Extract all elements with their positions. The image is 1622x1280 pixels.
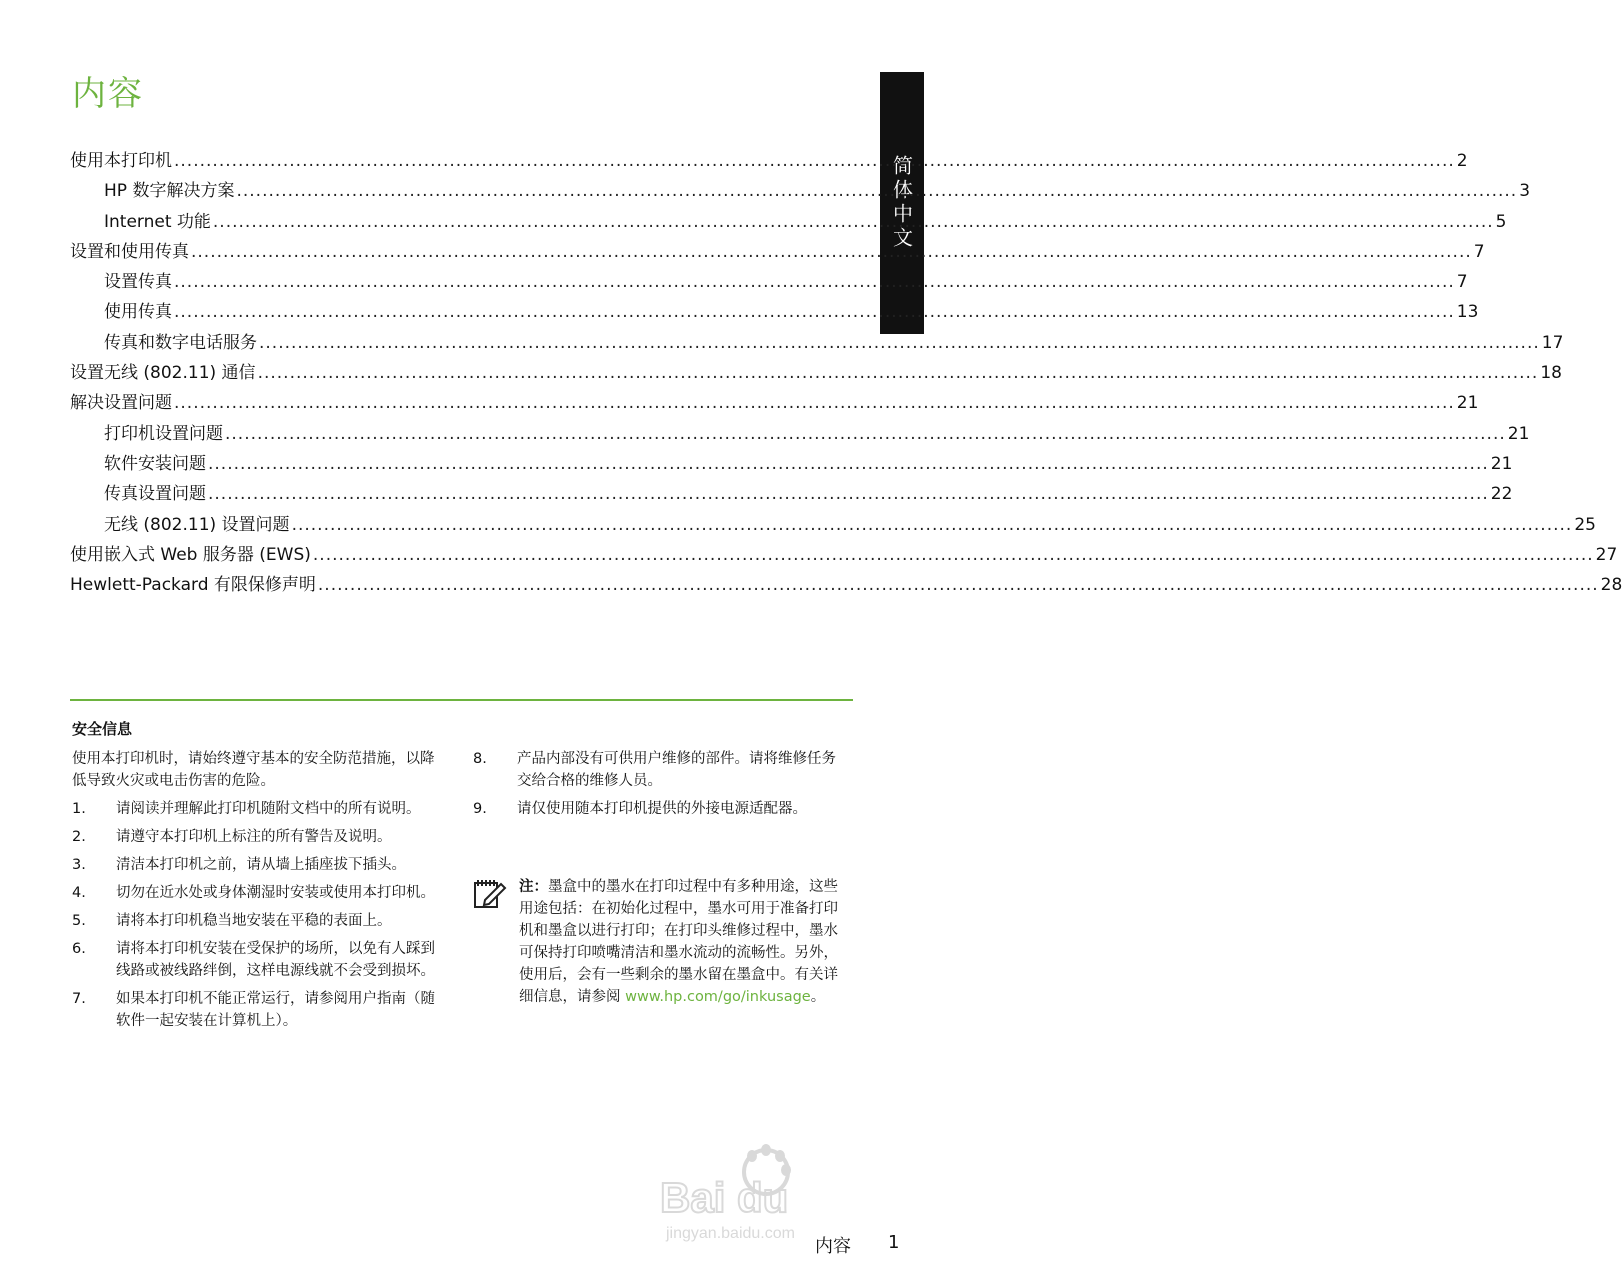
toc-leader-dots: ........................................................................................................................................................................................................ [174, 393, 1455, 414]
toc-entry-label: Internet 功能 [104, 211, 211, 232]
note-end: 。 [810, 989, 826, 1005]
toc-entry-label: 设置传真 [104, 272, 172, 293]
language-tab-label: 简体中文 [889, 155, 914, 251]
note-text [519, 876, 848, 1008]
toc-entry-label: 无线 (802.11) 设置问题 [104, 514, 290, 535]
safety-item-text: 请遵守本打印机上标注的所有警告及说明。 [116, 829, 392, 845]
toc-entry[interactable] [70, 358, 1562, 388]
toc-entry-page: 22 [1490, 484, 1513, 505]
toc-entry-label: 设置无线 (802.11) 通信 [70, 363, 256, 384]
safety-item-text: 产品内部没有可供用户维修的部件。请将维修任务交给合格的维修人员。 [517, 751, 836, 789]
safety-item-text: 请将本打印机安装在受保护的场所，以免有人踩到线路或被线路绊倒，这样电源线就不会受到损坏。 [116, 941, 435, 979]
toc-entry[interactable] [70, 237, 1485, 267]
toc-entry-label: HP 数字解决方案 [104, 181, 235, 202]
toc-leader-dots: ........................................................................................................................................................................................................ [257, 363, 1539, 384]
toc-entry[interactable] [70, 479, 1513, 509]
safety-column-right [473, 748, 848, 826]
svg-text:jingyan.baidu.com: jingyan.baidu.com [666, 1225, 795, 1242]
toc-entry-page: 27 [1595, 544, 1618, 565]
toc-entry[interactable] [70, 207, 1507, 237]
toc-entry-label: 使用嵌入式 Web 服务器 (EWS) [70, 544, 311, 565]
toc-entry-page: 17 [1541, 332, 1564, 353]
toc-leader-dots: ........................................................................................................................................................................................................ [312, 544, 1594, 565]
toc-entry[interactable] [70, 176, 1531, 206]
note-icon [473, 876, 519, 1008]
section-divider [70, 699, 853, 701]
toc-leader-dots: ........................................................................................................................................................................................................ [212, 211, 1494, 232]
toc-leader-dots: ........................................................................................................................................................................................................ [291, 514, 1573, 535]
safety-intro: 使用本打印机时，请始终遵守基本的安全防范措施，以降低导致火灾或电击伤害的危险。 [72, 751, 435, 789]
toc-entry-page: 25 [1574, 514, 1596, 535]
safety-item [72, 798, 447, 820]
toc-entry-page: 5 [1495, 211, 1507, 232]
toc-entry[interactable] [70, 388, 1479, 418]
toc-leader-dots: ........................................................................................................................................................................................................ [236, 181, 1518, 202]
safety-title: 安全信息 [72, 720, 133, 738]
ink-usage-link[interactable]: www.hp.com/go/inkusage [625, 989, 811, 1005]
toc-leader-dots: ........................................................................................................................................................................................................ [191, 241, 1472, 262]
toc-entry[interactable] [70, 540, 1618, 570]
toc-entry[interactable] [70, 570, 1622, 600]
toc-entry[interactable] [70, 510, 1596, 540]
note-block [473, 876, 848, 1008]
watermark-logo [656, 1142, 816, 1242]
note-body: 墨盒中的墨水在打印过程中有多种用途，这些用途包括：在初始化过程中，墨水可用于准备打印机和墨盒以进行打印；在打印头维修过程中，墨水可保持打印喷嘴清洁和墨水流动的流畅性。另外，使用后，会有一些剩余的墨水留在墨盒中。有关详细信息，请参阅 [519, 879, 838, 1005]
safety-item-text: 切勿在近水处或身体潮湿时安装或使用本打印机。 [116, 885, 435, 901]
toc-entry[interactable] [70, 449, 1513, 479]
safety-item-number: 3. [72, 857, 86, 873]
toc-entry-label: 软件安装问题 [104, 453, 206, 474]
page-title: 内容 [72, 74, 144, 114]
toc-entry-page: 3 [1519, 181, 1531, 202]
safety-item [473, 748, 848, 792]
toc-entry-label: 传真设置问题 [104, 484, 206, 505]
toc-entry-page: 21 [1507, 423, 1530, 444]
footer-page-number: 1 [888, 1232, 900, 1253]
toc-entry[interactable] [70, 267, 1468, 297]
toc-leader-dots: ........................................................................................................................................................................................................ [208, 453, 1489, 474]
toc-leader-dots: ........................................................................................................................................................................................................ [208, 484, 1489, 505]
safety-item-number: 2. [72, 829, 86, 845]
toc-entry-page: 21 [1490, 453, 1513, 474]
toc-entry-page: 28 [1600, 575, 1622, 596]
safety-item [72, 988, 447, 1032]
toc-leader-dots: ........................................................................................................................................................................................................ [259, 332, 1540, 353]
toc-entry[interactable] [70, 328, 1564, 358]
toc-leader-dots: ........................................................................................................................................................................................................ [225, 423, 1506, 444]
toc-entry[interactable] [70, 297, 1479, 327]
toc-entry-label: 设置和使用传真 [70, 241, 189, 262]
safety-item-number: 7. [72, 991, 86, 1007]
safety-item-text: 如果本打印机不能正常运行，请参阅用户指南（随软件一起安装在计算机上）。 [116, 991, 435, 1029]
toc-entry-page: 18 [1540, 363, 1562, 384]
toc-leader-dots: ........................................................................................................................................................................................................ [317, 575, 1599, 596]
safety-item-number: 9. [473, 801, 487, 817]
toc-entry-label: 传真和数字电话服务 [104, 332, 257, 353]
toc-entry[interactable] [70, 146, 1468, 176]
toc-entry-page: 7 [1473, 241, 1485, 262]
footer-label: 内容 [815, 1236, 851, 1257]
safety-item [72, 854, 447, 876]
toc-entry-label: Hewlett-Packard 有限保修声明 [70, 575, 316, 596]
safety-item [72, 910, 447, 932]
safety-column-left [72, 748, 447, 1038]
safety-item-number: 6. [72, 941, 86, 957]
toc-entry-label: 使用传真 [104, 302, 172, 323]
safety-item-number: 4. [72, 885, 86, 901]
toc-entry-label: 使用本打印机 [70, 151, 172, 171]
safety-item-number: 1. [72, 801, 86, 817]
safety-item-text: 请将本打印机稳当地安装在平稳的表面上。 [116, 913, 392, 929]
svg-text:Bai du: Bai du [660, 1174, 789, 1221]
toc-entry-page: 13 [1456, 302, 1479, 323]
safety-item [72, 882, 447, 904]
safety-item-text: 请阅读并理解此打印机随附文档中的所有说明。 [116, 801, 421, 817]
toc-entry-page: 2 [1456, 151, 1468, 171]
safety-item-number: 5. [72, 913, 86, 929]
toc-leader-dots: ........................................................................................................................................................................................................ [174, 272, 1455, 293]
toc-leader-dots: ........................................................................................................................................................................................................ [174, 151, 1455, 171]
safety-item [72, 826, 447, 848]
safety-item-text: 清洁本打印机之前，请从墙上插座拔下插头。 [116, 857, 406, 873]
toc-entry-page: 7 [1456, 272, 1468, 293]
toc-entry[interactable] [70, 419, 1530, 449]
toc-entry-label: 打印机设置问题 [104, 423, 223, 444]
safety-item-text: 请仅使用随本打印机提供的外接电源适配器。 [517, 801, 807, 817]
note-label: 注： [519, 879, 548, 895]
safety-item [72, 938, 447, 982]
toc-entry-page: 21 [1456, 393, 1479, 414]
safety-item-number: 8. [473, 751, 487, 767]
safety-item [473, 798, 848, 820]
toc-entry-label: 解决设置问题 [70, 393, 172, 414]
toc-leader-dots: ........................................................................................................................................................................................................ [174, 302, 1455, 323]
